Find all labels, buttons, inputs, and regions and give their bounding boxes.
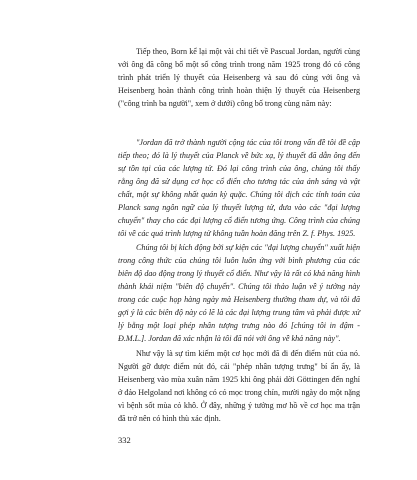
intro-paragraph: Tiếp theo, Born kể lại một vài chi tiết về Pascual Jordan, người cùng với ông đã công bố một số công trình trong năm 1925 trong đó có công trình phát triển lý thuyết của Heisenberg và sau đó cùng với ông và Heisenberg hoàn thành công trình hoàn thiện lý thuyết của Heisenberg ("công trình ba người", xem ở dưới) công bố trong cùng năm này:: [118, 47, 360, 109]
quote-paragraph-2: Chúng tôi bị kích động bởi sự kiện các "đại lượng chuyển" xuất hiện trong công thức của chúng tôi luôn luôn ứng với bình phương của các biên độ dao động trong lý thuyết cổ điển. Như vậy là rất có khả năng hình thành khái niệm "biên độ chuyển". Chúng tôi thảo luận về ý tưởng này trong các cuộc họp hàng ngày mà Heisenberg thường tham dự, và tôi đã gợi ý là các biên độ này có lẽ là các đại lượng trung tâm và phải được xử lý bằng một loại phép nhân tượng trưng nào đó [chúng tôi in đậm - Đ.M.L.]. Jordan đã xác nhận là tôi đã nói với ông về khả năng này".: [118, 243, 360, 344]
quote-paragraph-1: "Jordan đã trở thành người cộng tác của tôi trong vấn đề tôi đề cập tiếp theo; đó là lý thuyết của Planck về bức xạ, lý thuyết đã dẫn ông đến sự tồn tại của các lượng tử. Đó lại công trình của ông, chúng tôi thấy rằng ông đã sử dụng cơ học cổ điển cho tương tác của ánh sáng và vật chất, một sự không nhất quán kỳ quặc. Chúng tôi dịch các tính toán của Planck sang ngôn ngữ của lý thuyết lượng tử, đưa vào các "đại lượng chuyển" thay cho các đại lượng cổ điển tương ứng. Công trình của chúng tôi về các quá trình lượng tử không tuần hoàn đăng trên Z. f. Phys. 1925.: [118, 138, 360, 239]
closing-paragraph: Như vậy là sự tìm kiếm một cơ học mới đã đi đến điểm nút của nó. Người gỡ được điểm nút đó, cái "phép nhân tượng trưng" bí ẩn ấy, là Heisenberg vào mùa xuân năm 1925 khi ông phải dời Göttingen đến nghỉ ở đảo Helgoland nơi không có cỏ mọc trong chín, mười ngày do một nặng vì bệnh sốt mùa cỏ khô. Ở đây, những ý tưởng mơ hồ về cơ học ma trận đã trở nên có hình thù xác định.: [118, 349, 360, 424]
page-number: 332: [118, 435, 131, 445]
